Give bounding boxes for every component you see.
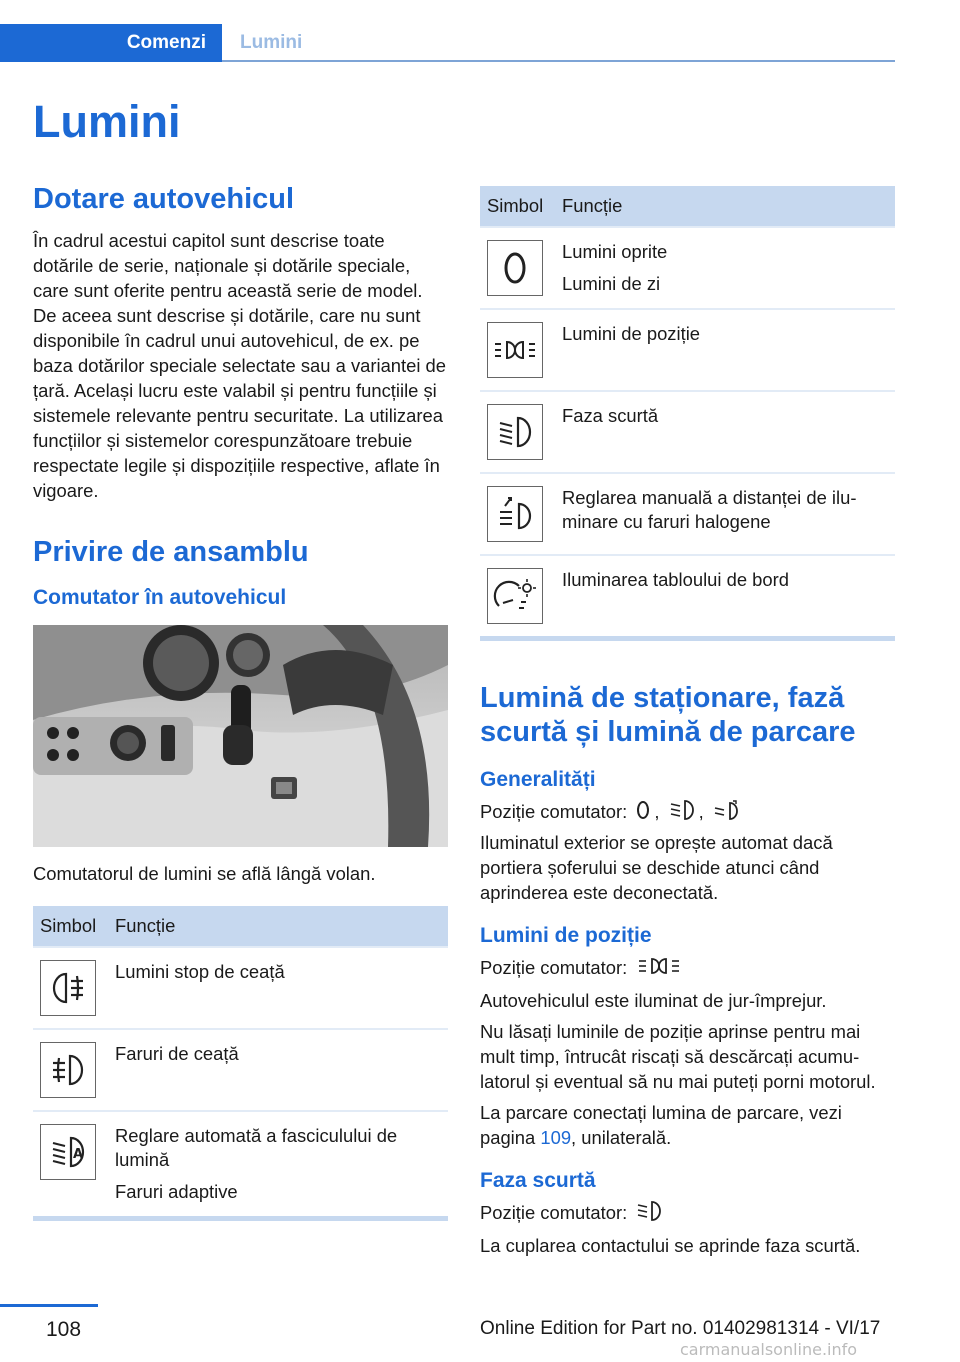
table-row <box>480 554 895 636</box>
subsection-title-generalitati: Generalități <box>480 768 596 791</box>
header-functie: Funcție <box>562 195 623 216</box>
switch-position-label: Poziție comutator: <box>480 801 628 822</box>
switch-position-label: Poziție comutator: <box>480 1202 628 1224</box>
header-functie: Funcție <box>115 915 176 936</box>
row-function-text: Faza scurtă <box>562 405 659 426</box>
low-beam-icon <box>487 404 543 460</box>
section-title-dotare: Dotare autovehicul <box>33 183 295 215</box>
chapter-title: Lumini <box>33 96 181 147</box>
general-switch-position <box>480 799 895 826</box>
page-link-109[interactable]: 109 <box>540 1127 572 1149</box>
subsection-title-faza-scurta: Faza scurtă <box>480 1169 596 1193</box>
table-row <box>480 226 895 308</box>
footer-accent-line <box>0 1304 98 1307</box>
row-function-text: Reglare automată a fasciculului de lumină <box>115 1125 398 1170</box>
page-number: 108 <box>46 1318 82 1341</box>
lowbeam-switch-position <box>480 1200 895 1227</box>
lights-off-icon <box>636 800 650 826</box>
header-simbol: Simbol <box>40 915 97 936</box>
instrument-lighting-icon <box>487 568 543 624</box>
row-function-text: Lumini de poziție <box>562 323 701 344</box>
dashboard-photo <box>33 625 448 847</box>
table-row <box>480 390 895 472</box>
row-function-text: Lumini de zi <box>562 273 661 294</box>
headlight-range-icon <box>487 486 543 542</box>
section-title-privire: Privire de ansamblu <box>33 536 309 568</box>
low-beam-icon <box>669 800 695 826</box>
row-function-text: Iluminarea tabloului de bord <box>562 569 789 590</box>
tab-lumini[interactable]: Lumini <box>240 32 303 53</box>
header-tabs <box>0 24 895 62</box>
subsection-title-comutator: Comutator în autovehicul <box>33 586 287 609</box>
switch-position-label: Poziție comutator: <box>480 957 628 979</box>
lowbeam-text: La cuplarea contactului se aprinde faza scurtă. <box>480 1235 861 1257</box>
position-text-3-part-b: , unilaterală. <box>571 1127 672 1149</box>
separator: , <box>698 801 704 822</box>
left-column <box>33 182 448 1221</box>
table-row <box>480 472 895 554</box>
row-function-text: Faruri de ceață <box>115 1043 239 1064</box>
table-row <box>33 946 448 1028</box>
general-text: Iluminatul exterior se oprește automat dacă portiera șoferului se deschide atunci când aprinderea este deconectată. <box>480 832 833 904</box>
symbols-table-right <box>480 186 895 641</box>
parking-lights-icon <box>636 956 682 982</box>
position-text-1: Autovehiculul este iluminat de jur-împrejur. <box>480 990 827 1012</box>
section-text-dotare: În cadrul acestui capitol sunt descrise toate dotările de serie, naționale și dotările speciale, care sunt oferite pentru această serie de model. De aceea sunt descrise și dotările, care nu sunt disponibile în cadrul unui autovehicul, de ex. pe baza dotărilor speciale selectate sau a variantei de țară. Același lucru este valabil și pentru funcțiile și sistemele relevante pentru securitate. La utilizarea funcțiilor și sistemelor corespunzătoare trebuie respectate legile și dispozițiile respective, aflate în vigoare. <box>33 230 447 501</box>
parking-lights-icon <box>487 322 543 378</box>
table-row <box>33 1110 448 1216</box>
dashboard-illustration <box>33 625 448 847</box>
row-function-text: Lumini stop de ceață <box>115 961 285 982</box>
separator: , <box>654 801 660 822</box>
position-text-3 <box>480 1100 895 1150</box>
position-text-2: Nu lăsați luminile de poziție aprinse pentru mai mult timp, întrucât riscați să descărcați acumulatorul și eventual să nu mai puteți porni motorul. <box>480 1021 876 1093</box>
position-text-3-part-a: La parcare conectați lumina de parcare, vezi pagina <box>480 1102 842 1149</box>
row-function-text: Lumini oprite <box>562 241 668 262</box>
position-switch-position <box>480 955 895 982</box>
front-fog-light-icon <box>40 1042 96 1098</box>
symbols-table-left <box>33 906 448 1221</box>
automatic-headlight-icon <box>713 800 739 826</box>
table-header <box>33 906 448 946</box>
footer-edition: Online Edition for Part no. 01402981314 - VI/17 <box>480 1318 881 1339</box>
right-column <box>480 186 895 1258</box>
automatic-headlight-icon <box>40 1124 96 1180</box>
row-function-text: Reglarea manuală a distanței de iluminare cu faruri halogene <box>562 487 857 532</box>
section-title-lumina-stationare: Lumină de staționare, fază scurtă și lumină de parcare <box>480 682 856 748</box>
watermark: carmanualsonline.info <box>680 1340 858 1359</box>
table-row <box>33 1028 448 1110</box>
subsection-title-lumini-pozitie: Lumini de poziție <box>480 924 652 948</box>
header-simbol: Simbol <box>487 195 544 216</box>
low-beam-icon <box>636 1201 662 1227</box>
svg-text:A: A <box>73 1147 84 1162</box>
rear-fog-light-icon <box>40 960 96 1016</box>
lights-off-icon <box>487 240 543 296</box>
table-row <box>480 308 895 390</box>
row-function-text: Faruri adaptive <box>115 1181 238 1202</box>
table-header <box>480 186 895 226</box>
photo-caption: Comutatorul de lumini se află lângă volan. <box>33 863 376 884</box>
tab-comenzi[interactable]: Comenzi <box>0 24 222 62</box>
